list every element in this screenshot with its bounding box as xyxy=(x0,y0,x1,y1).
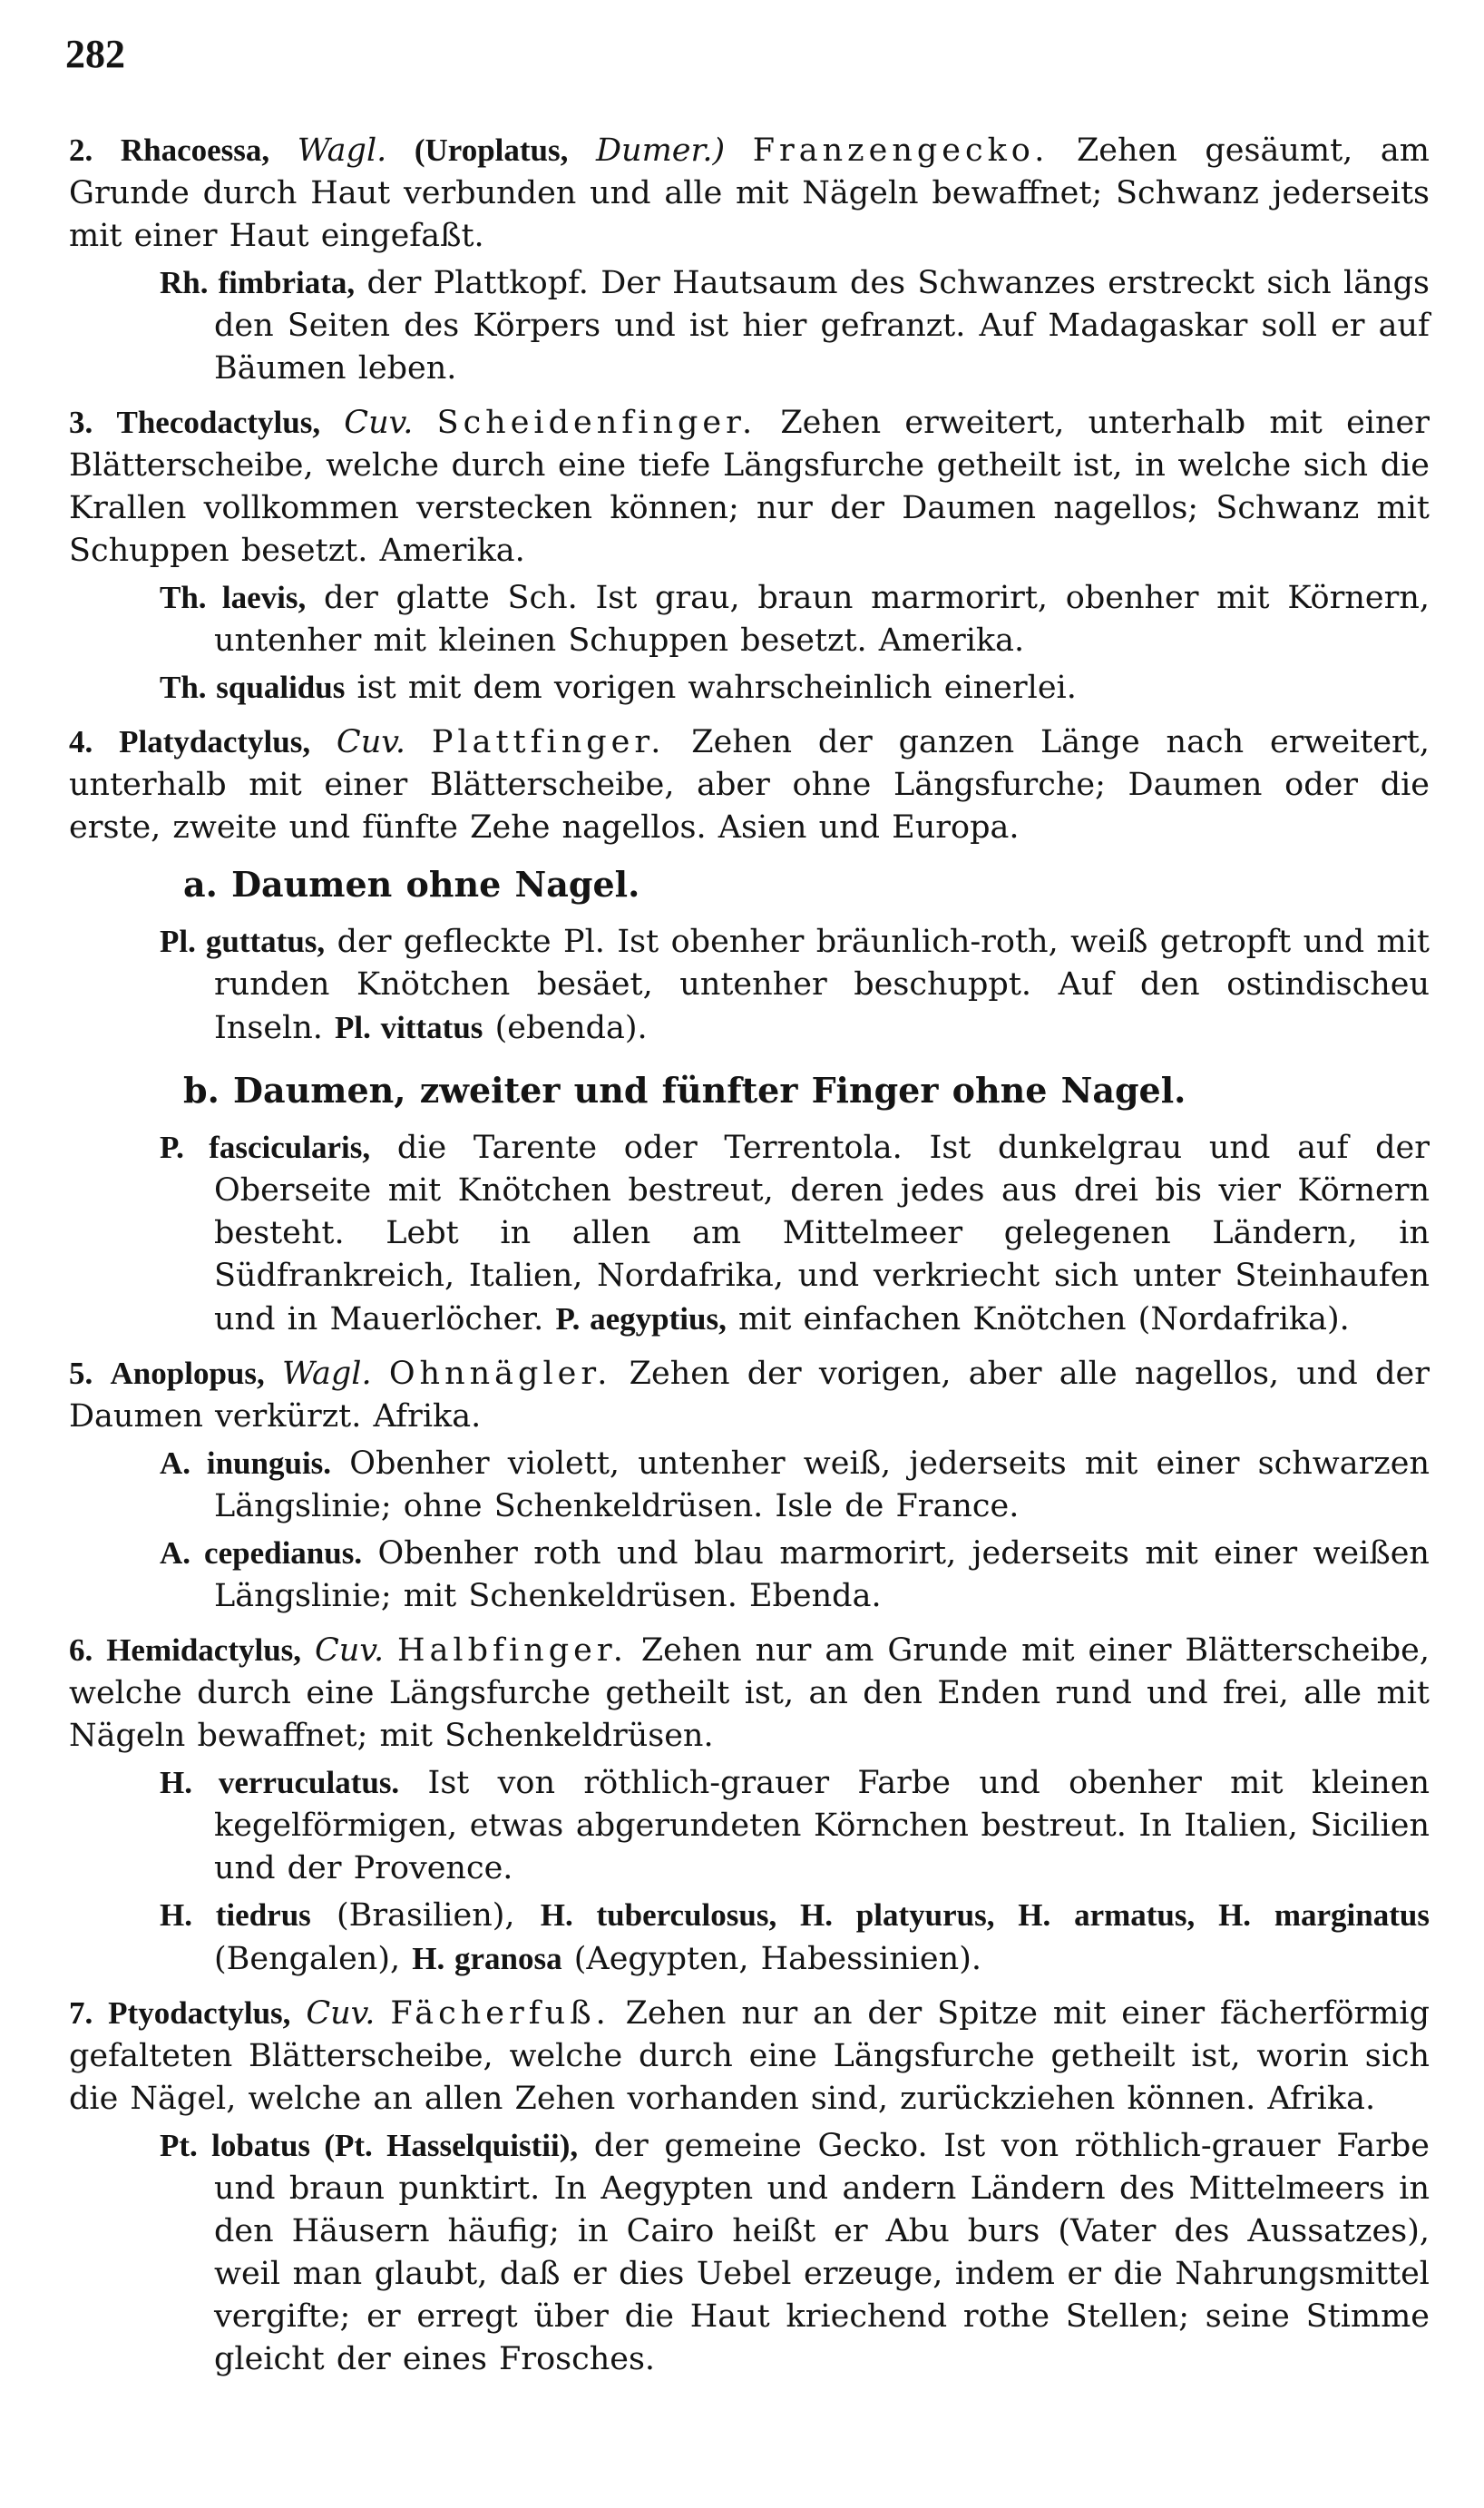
genus-number: 3. xyxy=(69,405,93,440)
common-name: Franzengecko. xyxy=(752,132,1050,169)
genus-author: Wagl. xyxy=(282,1356,372,1392)
genus-description: Zehen nur an der Spitze mit einer fächerförmig gefalteten Blätterscheibe, welche durch eine Längsfurche getheilt ist, worin sich die Nägel, welche an allen Zehen vorhanden sind, zurückziehen können. Afrika. xyxy=(69,1995,1430,2117)
common-name: Ohnnägler. xyxy=(388,1356,612,1392)
species-entry xyxy=(69,1761,1430,1890)
species-name: H. tuberculosus, H. platyurus, H. armatus, H. marginatus xyxy=(540,1897,1430,1933)
species-name: H. tiedrus xyxy=(160,1897,311,1933)
species-entry xyxy=(69,576,1430,662)
species-description: der gefleckte Pl. Ist obenher bräunlich-roth, weiß getropft und mit runden Knötchen besäet, untenher beschuppt. Auf den ostindischeu Inseln. xyxy=(214,924,1430,1046)
genus-description: Zehen gesäumt, am Grunde durch Haut verbunden und alle mit Nägeln bewaffnet; Schwanz jederseits mit einer Haut eingefaßt. xyxy=(69,132,1430,254)
species-description: (ebenda). xyxy=(494,1010,648,1046)
genus-name: Thecodactylus, xyxy=(116,405,321,440)
species-name: Th. laevis, xyxy=(160,580,307,615)
species-description: der gemeine Gecko. Ist von röthlich-grauer Farbe und braun punktirt. In Aegypten und andern Ländern des Mittelmeers in den Häusern häufig; in Cairo heißt er Abu burs (Vater des Aussatzes), weil man glaubt, daß er dies Uebel erzeuge, indem er die Nahrungsmittel vergifte; er erregt über die Haut kriechend rothe Stellen; seine Stimme gleicht der eines Frosches. xyxy=(214,2128,1430,2377)
species-name: P. fascicularis, xyxy=(160,1130,371,1165)
species-description: ist mit dem vorigen wahrscheinlich einerlei. xyxy=(356,670,1077,706)
species-entry xyxy=(69,261,1430,390)
species-description: Obenher roth und blau marmorirt, jederseits mit einer weißen Längslinie; mit Schenkeldrüsen. Ebenda. xyxy=(214,1535,1430,1614)
subsection-heading: a. Daumen ohne Nagel. xyxy=(183,864,640,905)
species-name: A. inunguis. xyxy=(160,1445,332,1481)
species-name: H. verruculatus. xyxy=(160,1765,400,1800)
species-description: mit einfachen Knötchen (Nordafrika). xyxy=(737,1301,1350,1337)
species-entry xyxy=(69,1126,1430,1341)
genus-entry xyxy=(69,1352,1430,1438)
genus-name: Hemidactylus, xyxy=(106,1632,302,1668)
genus-name: Anoplopus, xyxy=(110,1356,265,1391)
genus-entry xyxy=(69,129,1430,258)
species-description: Obenher violett, untenher weiß, jederseits mit einer schwarzen Längslinie; ohne Schenkeldrüsen. Isle de France. xyxy=(214,1445,1430,1524)
genus-author: Cuv. xyxy=(306,1995,376,2032)
common-name: Scheidenfinger. xyxy=(436,405,757,441)
genus-number: 7. xyxy=(69,1995,93,2031)
genus-author: Cuv. xyxy=(344,405,414,441)
species-entry xyxy=(69,2124,1430,2381)
species-description: der glatte Sch. Ist grau, braun marmorirt, obenher mit Körnern, untenher mit kleinen Schuppen besetzt. Amerika. xyxy=(214,580,1430,659)
genus-entry xyxy=(69,401,1430,573)
species-entry xyxy=(69,1532,1430,1618)
species-name: Rh. fimbriata, xyxy=(160,265,356,300)
genus-entry xyxy=(69,1992,1430,2121)
genus-entry xyxy=(69,720,1430,849)
species-description: (Brasilien), xyxy=(336,1897,515,1934)
species-name: Pt. lobatus (Pt. Hasselquistii), xyxy=(160,2128,579,2163)
genus-number: 6. xyxy=(69,1632,93,1668)
genus-name: Ptyodactylus, xyxy=(108,1995,291,2031)
common-name: Plattfinger. xyxy=(431,724,666,760)
species-entry xyxy=(69,1894,1430,1981)
genus-author: Wagl. xyxy=(297,132,387,169)
genus-entry xyxy=(69,1629,1430,1758)
species-description: die Tarente oder Terrentola. Ist dunkelgrau und auf der Oberseite mit Knötchen bestreut, deren jedes aus drei bis vier Körnern besteht. Lebt in allen am Mittelmeer gelegenen Ländern, in Südfrankreich, Italien, Nordafrika, und verkriecht sich unter Steinhaufen und in Mauerlöcher. xyxy=(214,1130,1430,1337)
species-description: Ist von röthlich-grauer Farbe und obenher mit kleinen kegelförmigen, etwas abgerundeten Körnchen bestreut. In Italien, Sicilien und der Provence. xyxy=(214,1765,1430,1886)
genus-number: 5. xyxy=(69,1356,93,1391)
genus-description: Zehen erweitert, unterhalb mit einer Blätterscheibe, welche durch eine tiefe Längsfurche getheilt ist, in welche sich die Krallen vollkommen verstecken können; nur der Daumen nagellos; Schwanz mit Schuppen besetzt. Amerika. xyxy=(69,405,1430,569)
common-name: Fächerfuß. xyxy=(390,1995,610,2032)
species-description: der Plattkopf. Der Hautsaum des Schwanzes erstreckt sich längs den Seiten des Körpers und ist hier gefranzt. Auf Madagaskar soll er auf Bäumen leben. xyxy=(214,265,1430,387)
common-name: Halbfinger. xyxy=(397,1632,628,1669)
species-description: (Bengalen), xyxy=(214,1941,401,1977)
page-number: 282 xyxy=(65,32,125,76)
species-entry xyxy=(69,920,1430,1050)
species-name: H. granosa xyxy=(412,1941,562,1976)
genus-author: Cuv. xyxy=(315,1632,385,1669)
genus-synonym: (Uroplatus, xyxy=(414,132,569,168)
synonym-author: Dumer.) xyxy=(595,132,726,169)
species-name: P. aegyptius, xyxy=(555,1301,727,1337)
genus-author: Cuv. xyxy=(336,724,405,760)
genus-description: Zehen der vorigen, aber alle nagellos, und der Daumen verkürzt. Afrika. xyxy=(69,1356,1430,1435)
species-name: Pl. vittatus xyxy=(335,1010,483,1045)
genus-description: Zehen nur am Grunde mit einer Blätterscheibe, welche durch eine Längsfurche getheilt ist, an den Enden rund und frei, alle mit Nägeln bewaffnet; mit Schenkeldrüsen. xyxy=(69,1632,1430,1754)
species-entry xyxy=(69,1442,1430,1528)
species-name: Th. squalidus xyxy=(160,670,346,705)
subsection-heading: b. Daumen, zweiter und fünfter Finger ohne Nagel. xyxy=(183,1070,1186,1111)
genus-number: 4. xyxy=(69,724,93,759)
species-description: (Aegypten, Habessinien). xyxy=(573,1941,981,1977)
genus-name: Platydactylus, xyxy=(119,724,311,759)
genus-description: Zehen der ganzen Länge nach erweitert, unterhalb mit einer Blätterscheibe, aber ohne Längsfurche; Daumen oder die erste, zweite und fünfte Zehe nagellos. Asien und Europa. xyxy=(69,724,1430,846)
genus-number: 2. xyxy=(69,132,93,168)
genus-name: Rhacoessa, xyxy=(120,132,270,168)
species-name: Pl. guttatus, xyxy=(160,924,326,959)
species-entry xyxy=(69,666,1430,710)
species-name: A. cepedianus. xyxy=(160,1535,363,1571)
